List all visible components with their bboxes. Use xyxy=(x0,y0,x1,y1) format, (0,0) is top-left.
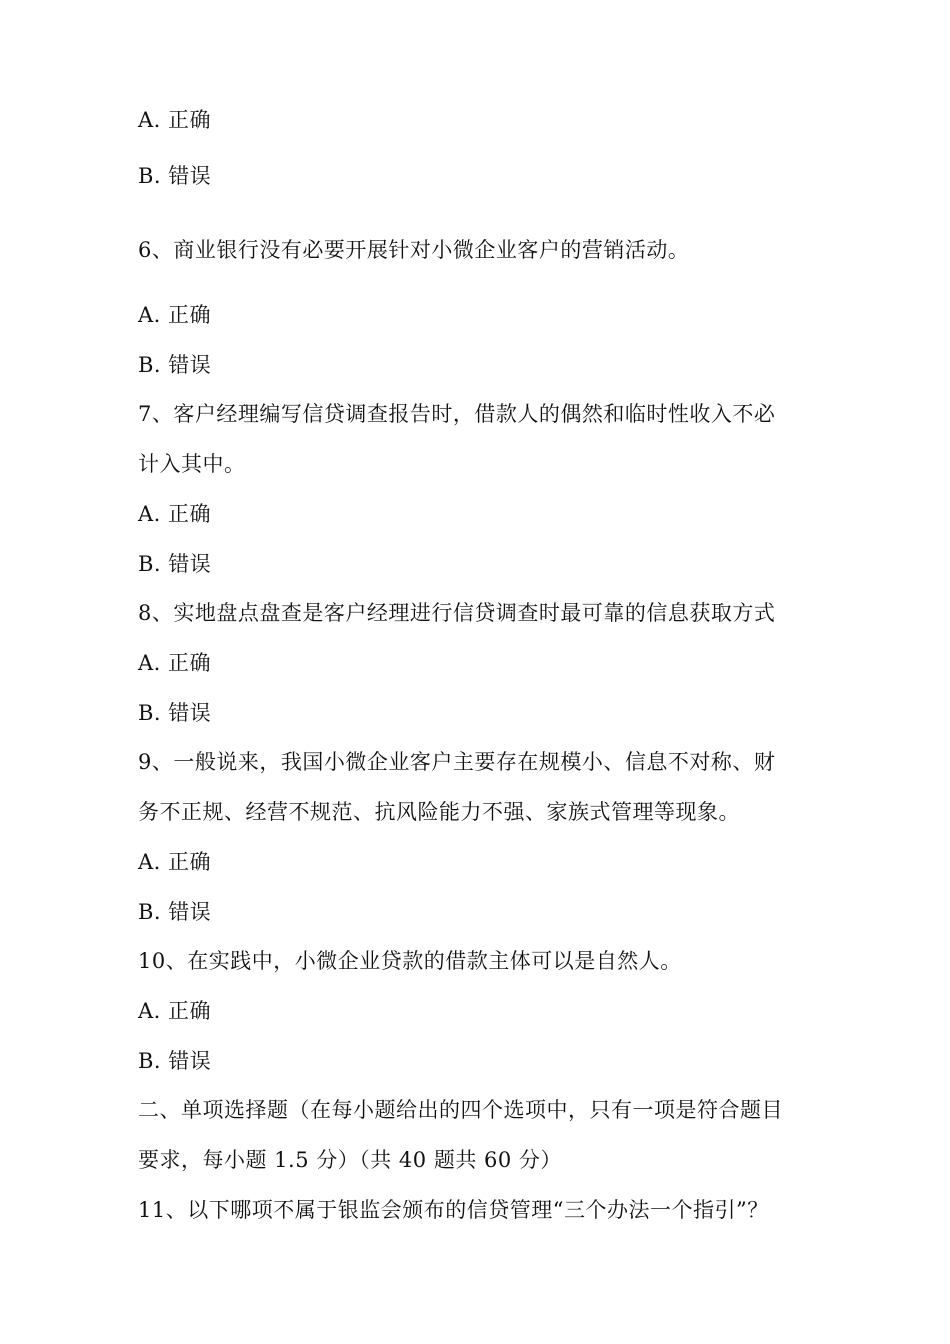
option-line: B. 错误 xyxy=(138,552,212,576)
option-line: B. 错误 xyxy=(138,164,212,188)
question-line: 务不正规、经营不规范、抗风险能力不强、家族式管理等现象。 xyxy=(138,800,740,824)
section-heading: 要求，每小题 1.5 分）（共 40 题共 60 分） xyxy=(138,1148,562,1172)
section-heading: 二、单项选择题（在每小题给出的四个选项中，只有一项是符合题目 xyxy=(138,1098,783,1122)
option-line: A. 正确 xyxy=(138,108,212,132)
question-line: 6、商业银行没有必要开展针对小微企业客户的营销活动。 xyxy=(138,238,690,262)
question-line: 10、在实践中，小微企业贷款的借款主体可以是自然人。 xyxy=(138,949,682,973)
option-line: A. 正确 xyxy=(138,651,212,675)
option-line: B. 错误 xyxy=(138,353,212,377)
option-line: A. 正确 xyxy=(138,999,212,1023)
question-line: 8、实地盘点盘查是客户经理进行信贷调查时最可靠的信息获取方式 xyxy=(138,601,776,625)
question-line: 计入其中。 xyxy=(138,452,246,476)
question-line: 11、以下哪项不属于银监会颁布的信贷管理“三个办法一个指引”？ xyxy=(138,1198,769,1222)
option-line: B. 错误 xyxy=(138,900,212,924)
option-line: A. 正确 xyxy=(138,502,212,526)
question-line: 9、一般说来，我国小微企业客户主要存在规模小、信息不对称、财 xyxy=(138,750,776,774)
question-line: 7、客户经理编写信贷调查报告时，借款人的偶然和临时性收入不必 xyxy=(138,402,776,426)
option-line: A. 正确 xyxy=(138,850,212,874)
option-line: A. 正确 xyxy=(138,303,212,327)
option-line: B. 错误 xyxy=(138,1049,212,1073)
option-line: B. 错误 xyxy=(138,701,212,725)
